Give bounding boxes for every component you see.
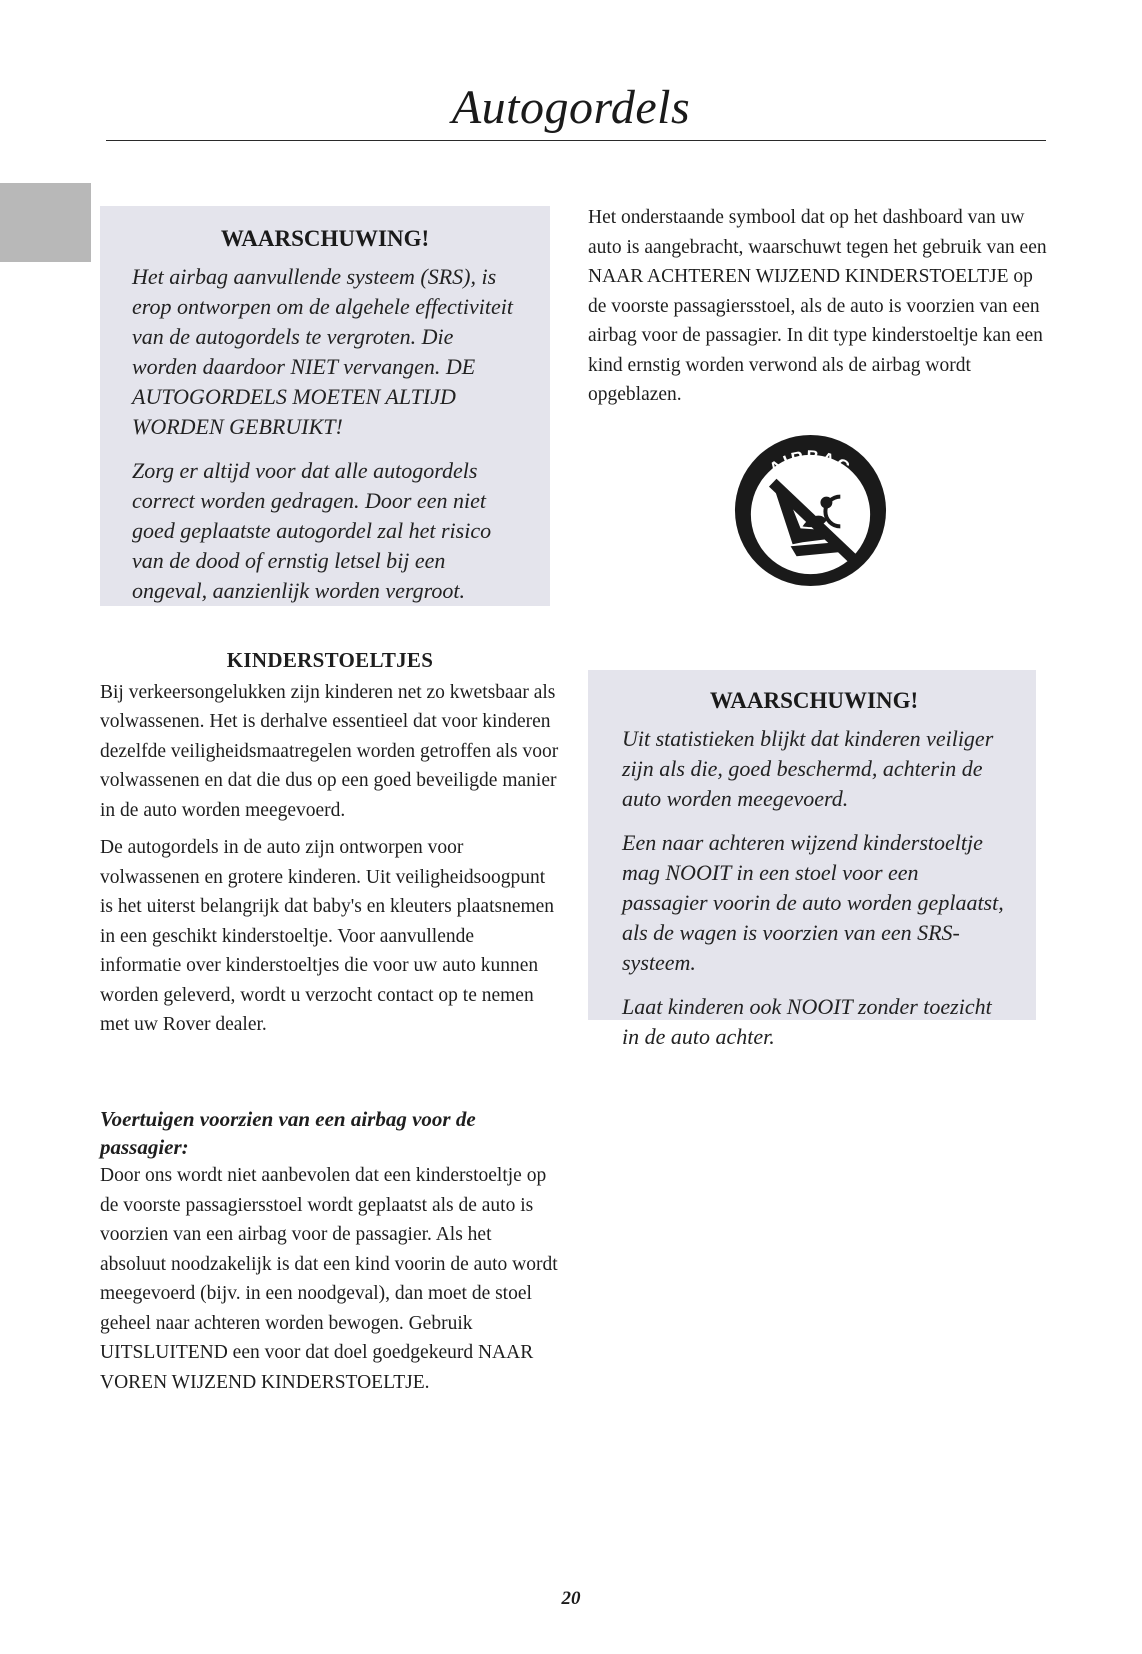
symbol-intro xyxy=(588,203,1048,418)
warning-paragraph: Uit statistieken blijkt dat kinderen veiliger zijn als die, goed beschermd, achterin de auto worden meegevoerd. xyxy=(622,726,994,811)
subsection-paragraph: Door ons wordt niet aanbevolen dat een kinderstoeltje op de voorste passagiersstoel wordt geplaatst als de auto is voorzien van een airbag voor de passagier. Als het absoluut noodzakelijk is dat een kind voorin de auto wordt meegevoerd (bijv. in een noodgeval), dan moet de stoel geheel naar achteren worden bewogen. Gebruik UITSLUITEND een voor dat doel goedgekeurd NAAR VOREN WIJZEND KINDERSTOELTJE. xyxy=(100,1165,558,1393)
warning-title: WAARSCHUWING! xyxy=(220,226,430,251)
warning-box-srs xyxy=(100,206,550,606)
kinderstoeltjes-section xyxy=(100,646,560,1048)
warning-paragraph: Het airbag aanvullende systeem (SRS), is erop ontworpen om de algehele effectiviteit van de autogordels te vergroten. Die worden daardoor NIET vervangen. DE AUTOGORDELS MOETEN ALTIJD WORDEN GEBRUIKT! xyxy=(132,264,514,439)
warning-paragraph: Een naar achteren wijzend kinderstoeltje mag NOOIT in een stoel voor een passagier voorin de auto worden geplaatst, als de wagen is voorzien van een SRS- systeem. xyxy=(622,830,1004,975)
warning-paragraph: Zorg er altijd voor dat alle autogordels correct worden gedragen. Door een niet goed geplaatste autogordel zal het risico van de dood of ernstig letsel bij een ongeval, aanzienlijk worden vergroot. xyxy=(132,458,492,603)
section-heading: KINDERSTOELTJES xyxy=(226,648,434,672)
page-title: Autogordels xyxy=(451,81,691,134)
section-paragraph: Bij verkeersongelukken zijn kinderen net zo kwetsbaar als volwassenen. Het is derhalve essentieel dat voor kinderen dezelfde veiligheidsmaatregelen worden getroffen als voor volwassenen en dat die dus op een goed beveiligde manier in de auto worden meegevoerd. xyxy=(100,681,559,821)
title-rule xyxy=(106,140,1046,141)
page-number: 20 xyxy=(561,1588,581,1609)
passenger-airbag-section xyxy=(100,1105,560,1405)
section-paragraph: De autogordels in de auto zijn ontworpen voor volwassenen en grotere kinderen. Uit veiligheidsoogpunt is het uiterst belangrijk dat baby's en kleuters plaatsnemen in een geschikt kinderstoeltje. Voor aanvullende informatie over kinderstoeltjes die voor uw auto kunnen worden geleverd, wordt u verzocht contact op te nemen met uw Rover dealer. xyxy=(100,837,555,1035)
warning-title: WAARSCHUWING! xyxy=(709,688,919,713)
warning-paragraph: Laat kinderen ook NOOIT zonder toezicht in de auto achter. xyxy=(622,994,992,1049)
warning-box-children xyxy=(588,670,1036,1049)
section-tab-marker xyxy=(0,183,91,262)
symbol-intro-text: Het onderstaande symbool dat op het dashboard van uw auto is aangebracht, waarschuwt tegen het gebruik van een NAAR ACHTEREN WIJZEND KINDERSTOELTJE op de voorste passagiersstoel, als de auto is voorzien van een airbag voor de passagier. In dit type kinderstoeltje kan een kind ernstig worden verwond als de airbag wordt opgeblazen. xyxy=(588,207,1047,405)
airbag-symbol-label: AIRBAG xyxy=(765,446,856,479)
subsection-heading: Voertuigen voorzien van een airbag voor de passagier: xyxy=(100,1107,476,1159)
airbag-warning-icon xyxy=(731,431,890,590)
